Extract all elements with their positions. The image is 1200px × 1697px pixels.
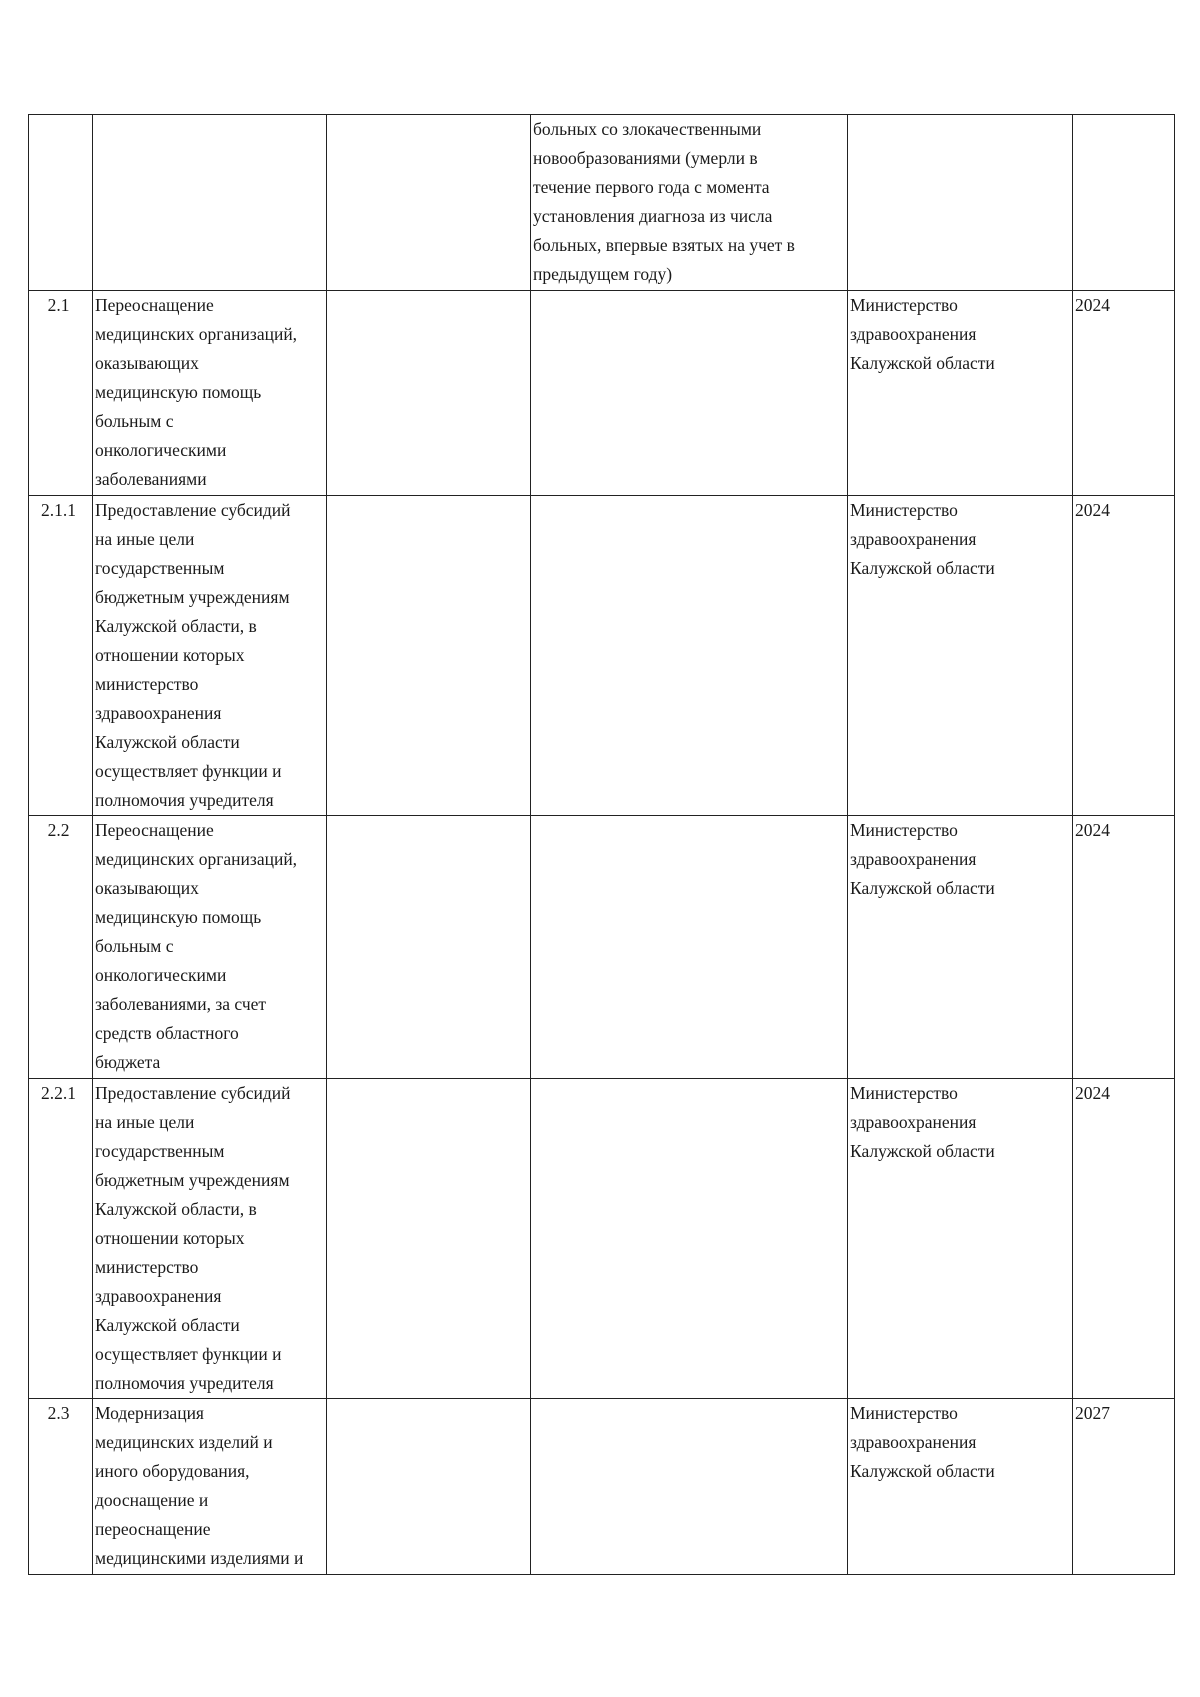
row-number: 2.2 — [47, 820, 70, 840]
year-text: 2027 — [1075, 1403, 1110, 1423]
responsible-text: Министерство здравоохранения Калужской области — [850, 1403, 995, 1481]
measure-name: Предоставление субсидий на иные цели государственным бюджетным учреждениям Калужской области, в отношении которых министерство здравоохранения Калужской области осуществляет функции и полномочия учредителя — [95, 500, 291, 810]
responsible-cell — [848, 1399, 1073, 1575]
indicator-cell — [531, 816, 848, 1079]
row-number-cell — [29, 1399, 93, 1575]
row-number-cell — [29, 816, 93, 1079]
responsible-text: Министерство здравоохранения Калужской области — [850, 295, 995, 373]
row-number-cell — [29, 291, 93, 496]
measure-name-cell — [93, 115, 327, 291]
measure-name-cell — [93, 1399, 327, 1575]
table-row — [29, 115, 1175, 291]
table-row — [29, 1079, 1175, 1399]
year-cell — [1073, 816, 1175, 1079]
responsible-cell — [848, 115, 1073, 291]
table-row — [29, 816, 1175, 1079]
responsible-cell — [848, 1079, 1073, 1399]
empty-cell — [327, 1399, 531, 1575]
year-cell — [1073, 1399, 1175, 1575]
indicator-text: больных со злокачественными новообразованиями (умерли в течение первого года с момента установления диагноза из числа больных, впервые взятых на учет в предыдущем году) — [533, 119, 795, 284]
year-text: 2024 — [1075, 295, 1110, 315]
measure-name: Предоставление субсидий на иные цели государственным бюджетным учреждениям Калужской области, в отношении которых министерство здравоохранения Калужской области осуществляет функции и полномочия учредителя — [95, 1083, 291, 1393]
responsible-text: Министерство здравоохранения Калужской области — [850, 820, 995, 898]
measure-name: Переоснащение медицинских организаций, оказывающих медицинскую помощь больным с онкологическими заболеваниями, за счет средств областного бюджета — [95, 820, 298, 1072]
table-row — [29, 1399, 1175, 1575]
row-number-cell — [29, 496, 93, 816]
empty-cell — [327, 291, 531, 496]
year-cell — [1073, 291, 1175, 496]
year-text: 2024 — [1075, 820, 1110, 840]
year-cell — [1073, 496, 1175, 816]
measure-name: Модернизация медицинских изделий и иного оборудования, дооснащение и переоснащение медицинскими изделиями и — [95, 1403, 304, 1568]
measure-name-cell — [93, 1079, 327, 1399]
document-table — [28, 114, 1175, 1575]
year-text: 2024 — [1075, 500, 1110, 520]
measure-name: Переоснащение медицинских организаций, оказывающих медицинскую помощь больным с онкологическими заболеваниями — [95, 295, 298, 489]
indicator-cell — [531, 1079, 848, 1399]
empty-cell — [327, 496, 531, 816]
row-number: 2.1 — [47, 295, 70, 315]
indicator-cell — [531, 115, 848, 291]
measure-name-cell — [93, 816, 327, 1079]
year-text: 2024 — [1075, 1083, 1110, 1103]
year-cell — [1073, 1079, 1175, 1399]
row-number-cell — [29, 1079, 93, 1399]
empty-cell — [327, 115, 531, 291]
row-number: 2.1.1 — [41, 500, 76, 520]
responsible-text: Министерство здравоохранения Калужской области — [850, 1083, 995, 1161]
measure-name-cell — [93, 291, 327, 496]
responsible-cell — [848, 291, 1073, 496]
indicator-cell — [531, 496, 848, 816]
responsible-cell — [848, 496, 1073, 816]
row-number: 2.2.1 — [41, 1083, 76, 1103]
year-cell — [1073, 115, 1175, 291]
measure-name-cell — [93, 496, 327, 816]
table-row — [29, 291, 1175, 496]
row-number: 2.3 — [47, 1403, 70, 1423]
responsible-text: Министерство здравоохранения Калужской области — [850, 500, 995, 578]
empty-cell — [327, 1079, 531, 1399]
indicator-cell — [531, 1399, 848, 1575]
row-number-cell — [29, 115, 93, 291]
responsible-cell — [848, 816, 1073, 1079]
empty-cell — [327, 816, 531, 1079]
indicator-cell — [531, 291, 848, 496]
table-row — [29, 496, 1175, 816]
